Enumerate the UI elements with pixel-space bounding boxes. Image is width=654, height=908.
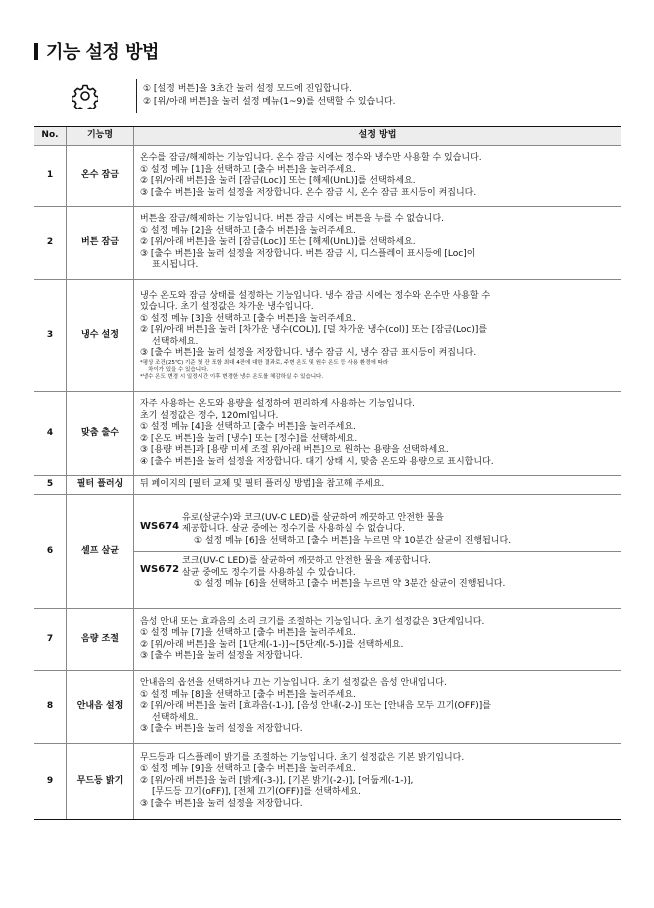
header-name: 기능명 [67,127,134,146]
row-desc [134,609,622,671]
desc-line: ③ [출수 버튼]을 눌러 설정을 저장합니다. 버튼 잠금 시, 디스플레이 표시등에 [Loc]이 [140,248,476,259]
desc-line: ③ [출수 버튼]을 눌러 설정을 저장합니다. 온수 잠금 시, 온수 잠금 표시등이 켜집니다. [140,187,477,198]
desc-line: ③ [출수 버튼]을 눌러 설정을 저장합니다. [140,651,303,661]
row-desc [134,744,622,820]
desc-line: ② [위/아래 버튼]을 눌러 [효과음(-1-)], [음성 안내(-2-)] 또는 [안내음 모두 끄기(OFF)]를 [140,701,491,712]
desc-line: 제공합니다. 살균 중에는 정수기를 사용하실 수 없습니다. [182,524,405,534]
table-row [34,744,621,820]
intro-line-1: ① [설정 버튼]을 3초간 눌러 설정 모드에 진입합니다. [143,84,352,94]
footnote: *평상 조건(25℃) 기준 첫 잔 포함 최대 4잔에 대한 결과로, 주변 온도 및 원수 온도 등 사용 환경에 따라 [140,359,389,366]
desc-line: ① 설정 메뉴 [6]을 선택하고 [출수 버튼]을 누르면 약 3분간 살균이 진행됩니다. [194,579,506,589]
page-title-text: 기능 설정 방법 [46,42,159,63]
desc-line: ① 설정 메뉴 [3]을 선택하고 [출수 버튼]을 눌러주세요. [140,313,356,324]
model-desc [182,513,615,548]
row-desc [134,671,622,744]
table-row [34,476,621,495]
row-name: 버튼 잠금 [67,207,134,280]
gear-icon-graphic [72,83,98,109]
row-name: 필터 플러싱 [67,476,134,495]
desc-line: 살균 중에도 정수기를 사용하실 수 있습니다. [182,567,356,578]
table-row [34,609,621,671]
desc-line: 음성 안내 또는 효과음의 소리 크기를 조절하는 기능입니다. 초기 설정값은 3단계입니다. [140,616,485,627]
table-row [34,671,621,744]
row-name: 음량 조절 [67,609,134,671]
row-desc [134,476,622,495]
header-method: 설정 방법 [134,127,622,146]
row-name: 온수 잠금 [67,146,134,207]
desc-line: ② [위/아래 버튼]을 눌러 [1단계(-1-)]~[5단계(-5-)]를 선택하세요. [140,639,404,650]
desc-line: ① 설정 메뉴 [7]을 선택하고 [출수 버튼]을 눌러주세요. [140,628,356,638]
model-label: WS672 [140,564,180,575]
desc-line: 무드등과 디스플레이 밝기를 조절하는 기능입니다. 초기 설정값은 기본 밝기입니다. [140,752,465,763]
intro-box [34,76,621,116]
desc-line: 자주 사용하는 온도와 용량을 설정하여 편리하게 사용하는 기능입니다. [140,399,416,409]
desc-line: ① 설정 메뉴 [6]을 선택하고 [출수 버튼]을 누르면 약 10분간 살균이 진행됩니다. [194,535,512,546]
row-desc [134,495,622,609]
desc-line: ③ [용량 버튼]과 [용량 미세 조절 위/아래 버튼]으로 원하는 용량을 선택하세요. [140,445,449,455]
desc-line: [무드등 끄기(oFF)], [전체 끄기(OFF)]를 선택하세요. [152,787,361,798]
intro-text [137,83,395,109]
page-title [34,38,159,64]
desc-line: ① 설정 메뉴 [4]을 선택하고 [출수 버튼]을 눌러주세요. [140,422,356,432]
table-row [34,495,621,609]
row-no: 4 [34,392,67,476]
model-label: WS674 [140,520,180,532]
footnote: 차이가 있을 수 있습니다. [148,366,209,373]
desc-line: ① 설정 메뉴 [8]을 선택하고 [출수 버튼]을 눌러주세요. [140,689,356,700]
desc-line: ② [위/아래 버튼]을 눌러 [잠금(Loc)] 또는 [해제(UnL)]를 선택하세요. [140,237,416,248]
desc-line: 안내음의 옵션을 선택하거나 끄는 기능입니다. 초기 설정값은 음성 안내입니다. [140,678,447,689]
row-name: 맞춤 출수 [67,392,134,476]
row-no: 7 [34,609,67,671]
desc-line: ④ [출수 버튼]을 눌러 설정을 저장합니다. 대기 상태 시, 맞춤 온도와 용량으로 표시합니다. [140,456,494,467]
row-no: 5 [34,476,67,495]
row-no: 8 [34,671,67,744]
row-desc [134,280,622,392]
desc-line: ① 설정 메뉴 [9]을 선택하고 [출수 버튼]을 눌러주세요. [140,764,356,775]
desc-line: 표시됩니다. [152,260,199,271]
row-desc [134,207,622,280]
desc-line: 선택하세요. [152,336,199,347]
row-desc [134,146,622,207]
desc-line: 코크(UV-C LED)를 살균하여 깨끗하고 안전한 물을 제공합니다. [182,556,432,566]
desc-line: ③ [출수 버튼]을 눌러 설정을 저장합니다. [140,798,303,809]
row-no: 6 [34,495,67,609]
table-header-row [34,127,621,146]
row-name: 안내음 설정 [67,671,134,744]
desc-line: 버튼을 잠금/해제하는 기능입니다. 버튼 잠금 시에는 버튼을 누를 수 없습니다. [140,214,445,225]
header-no: No. [34,127,67,146]
table-row [34,146,621,207]
model-block-ws672 [134,551,621,595]
footnote: *냉수 온도 변경 시 일정시간 이후 변경한 냉수 온도를 체감하실 수 있습니다. [140,373,324,380]
model-block-ws674 [134,509,621,552]
desc-line: 유로(살균수)와 코크(UV-C LED)를 살균하여 깨끗하고 안전한 물을 [182,512,444,523]
desc-line: ① 설정 메뉴 [2]을 선택하고 [출수 버튼]을 눌러주세요. [140,225,356,236]
row-no: 2 [34,207,67,280]
desc-line: 뒤 페이지의 [필터 교체 및 필터 플러싱 방법]을 참고해 주세요. [140,479,385,490]
row-no: 1 [34,146,67,207]
row-name: 셀프 살균 [67,495,134,609]
row-name: 무드등 밝기 [67,744,134,820]
table-row [34,392,621,476]
settings-table [34,126,621,820]
row-desc [134,392,622,476]
desc-line: 있습니다. 초기 설정값은 차가운 냉수입니다. [140,302,314,312]
title-bar [34,43,38,60]
table-row [34,280,621,392]
desc-line: 온수를 잠금/해제하는 기능입니다. 온수 잠금 시에는 정수와 냉수만 사용할 수 있습니다. [140,153,482,163]
desc-line: ② [위/아래 버튼]을 눌러 [잠금(Loc)] 또는 [해제(UnL)]를 선택하세요. [140,176,416,186]
desc-line: ② [위/아래 버튼]을 눌러 [밝게(-3-)], [기본 밝기(-2-)], [어둡게(-1-)], [140,775,414,786]
desc-line: ③ [출수 버튼]을 눌러 설정을 저장합니다. [140,724,303,735]
desc-line: 초기 설정값은 정수, 120ml입니다. [140,410,279,421]
row-name: 냉수 설정 [67,280,134,392]
desc-line: ② [온도 버튼]을 눌러 [냉수] 또는 [정수]를 선택하세요. [140,433,358,444]
intro-line-2: ② [위/아래 버튼]을 눌러 설정 메뉴(1~9)를 선택할 수 있습니다. [143,97,396,107]
gear-icon [34,83,136,109]
desc-line: 냉수 온도와 잠금 상태를 설정하는 기능입니다. 냉수 잠금 시에는 정수와 온수만 사용할 수 [140,290,491,301]
desc-line: ① 설정 메뉴 [1]을 선택하고 [출수 버튼]을 눌러주세요. [140,164,356,175]
desc-line: ② [위/아래 버튼]을 눌러 [차가운 냉수(COL)], [덜 차가운 냉수(col)] 또는 [잠금(Loc)]를 [140,325,488,335]
row-no: 9 [34,744,67,820]
desc-line: ③ [출수 버튼]을 눌러 설정을 저장합니다. 냉수 잠금 시, 냉수 잠금 표시등이 켜집니다. [140,348,477,358]
model-desc [182,556,615,591]
row-no: 3 [34,280,67,392]
table-row [34,207,621,280]
desc-line: 선택하세요. [152,712,199,723]
